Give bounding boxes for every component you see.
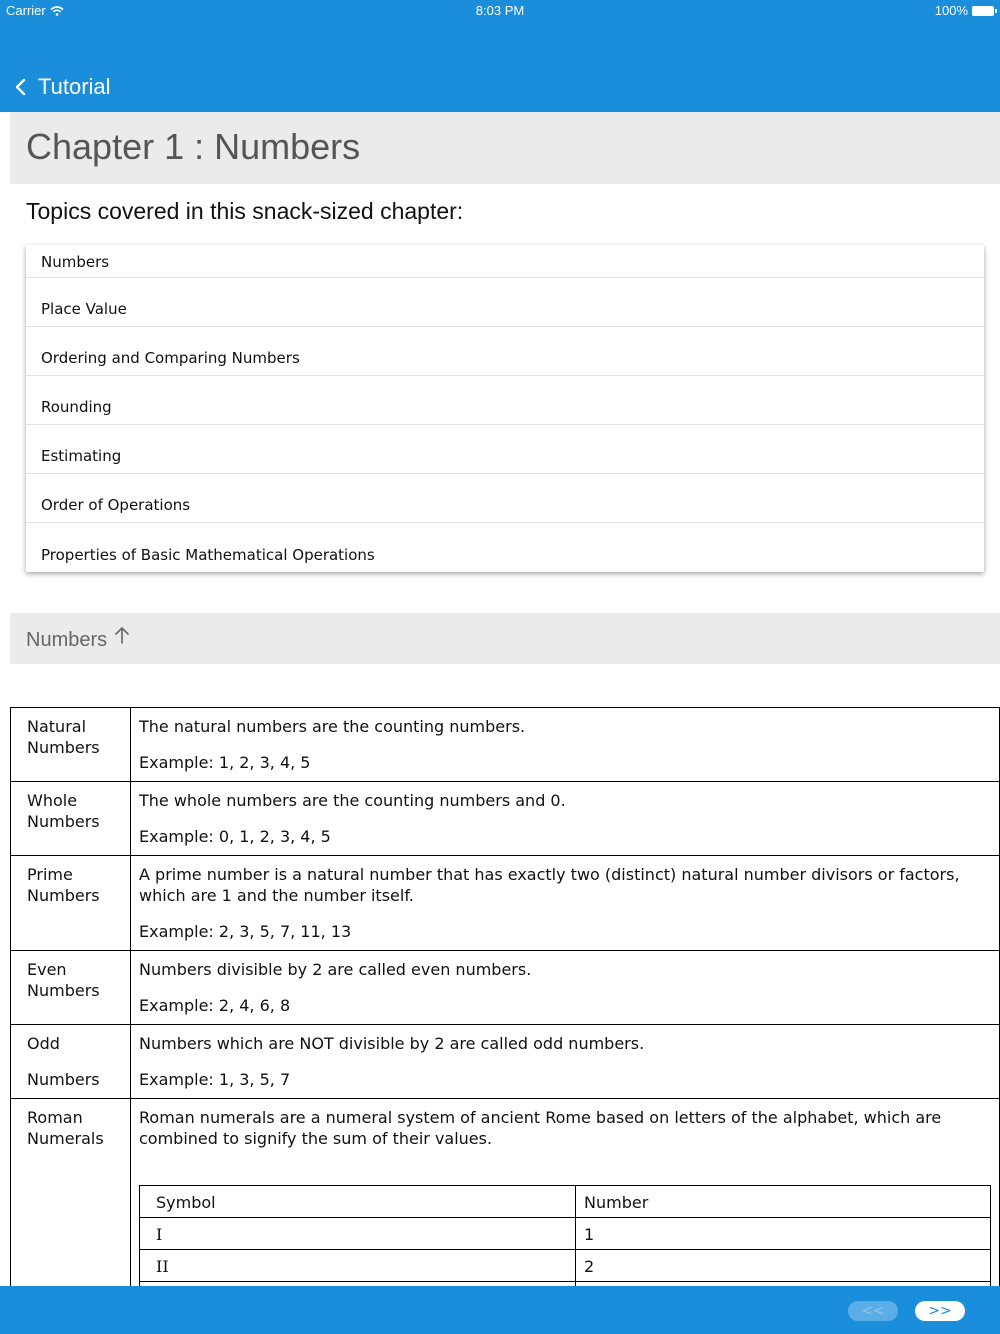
- example-text: Example: 1, 3, 5, 7: [139, 1070, 291, 1089]
- table-row: [11, 782, 1000, 856]
- description-text: The natural numbers are the counting numbers.: [139, 717, 526, 736]
- topic-item-properties[interactable]: Properties of Basic Mathematical Operations: [41, 546, 375, 564]
- description-cell: [131, 1025, 1000, 1099]
- topic-item-order-of-operations[interactable]: Order of Operations: [26, 474, 984, 523]
- description-cell: [131, 856, 1000, 951]
- term-line: Odd: [27, 1034, 60, 1053]
- chevron-left-icon: [14, 78, 28, 96]
- table-row: [11, 708, 1000, 782]
- column-header-symbol: Symbol: [140, 1186, 576, 1218]
- topic-list: [26, 245, 984, 572]
- example-text: Example: 2, 3, 5, 7, 11, 13: [139, 922, 352, 941]
- term-line: Natural: [27, 717, 87, 736]
- column-header-number: Number: [576, 1186, 991, 1218]
- topic-item-rounding[interactable]: Rounding: [26, 376, 984, 425]
- topics-heading: Topics covered in this snack-sized chapter:: [26, 198, 464, 224]
- number-cell: 2: [576, 1250, 991, 1282]
- battery-icon: [972, 6, 994, 16]
- double-chevron-right-icon: >>: [928, 1303, 952, 1319]
- back-button-label: Tutorial: [38, 74, 111, 99]
- navigation-bar: [0, 0, 1000, 112]
- battery-percent: 100%: [934, 3, 968, 18]
- example-text: Example: 1, 2, 3, 4, 5: [139, 753, 311, 772]
- symbol-cell: I: [140, 1218, 576, 1250]
- definitions-table: [10, 707, 1000, 1323]
- description-text: Numbers divisible by 2 are called even numbers.: [139, 960, 532, 979]
- description-text: A prime number is a natural number that has exactly two (distinct) natural number divisors or factors, which are 1 and the number itself.: [139, 865, 960, 905]
- topic-item-numbers[interactable]: Numbers: [26, 245, 984, 278]
- example-text: Example: 2, 4, 6, 8: [139, 996, 291, 1015]
- description-text: Roman numerals are a numeral system of ancient Rome based on letters of the alphabet, which are combined to signify the sum of their values.: [139, 1108, 942, 1148]
- description-text: Numbers which are NOT divisible by 2 are called odd numbers.: [139, 1034, 645, 1053]
- table-row: [11, 856, 1000, 951]
- carrier-label: Carrier: [6, 3, 46, 18]
- term-line: Prime: [27, 865, 73, 884]
- table-header-row: [140, 1186, 991, 1218]
- chapter-title: Chapter 1 : Numbers: [26, 126, 361, 167]
- description-cell: [131, 782, 1000, 856]
- table-row: [140, 1218, 991, 1250]
- table-row: [11, 1025, 1000, 1099]
- example-text: Example: 0, 1, 2, 3, 4, 5: [139, 827, 331, 846]
- number-cell: 1: [576, 1218, 991, 1250]
- term-line: Numbers: [27, 812, 100, 831]
- term-line: Numbers: [27, 1070, 100, 1089]
- description-cell: [131, 951, 1000, 1025]
- status-bar: [0, 0, 1000, 22]
- bottom-toolbar: [0, 1286, 1000, 1334]
- table-row: [140, 1250, 991, 1282]
- topic-item-ordering-comparing[interactable]: Ordering and Comparing Numbers: [26, 327, 984, 376]
- chapter-header: [10, 112, 1000, 184]
- description-text: The whole numbers are the counting numbers and 0.: [139, 791, 566, 810]
- term-cell: [11, 856, 131, 951]
- section-header: [10, 613, 1000, 664]
- term-line: Numbers: [27, 981, 100, 1000]
- term-line: Whole: [27, 791, 78, 810]
- term-line: Even: [27, 960, 67, 979]
- term-cell: [11, 951, 131, 1025]
- next-page-button[interactable]: [915, 1301, 965, 1321]
- term-line: Roman: [27, 1108, 83, 1127]
- topic-item-estimating[interactable]: Estimating: [26, 425, 984, 474]
- status-time: 8:03 PM: [475, 3, 525, 18]
- section-title: Numbers: [26, 629, 108, 651]
- topic-item-place-value[interactable]: Place Value: [26, 278, 984, 327]
- term-cell: [11, 1025, 131, 1099]
- term-cell: [11, 708, 131, 782]
- back-button[interactable]: [14, 74, 111, 100]
- term-cell: [11, 782, 131, 856]
- symbol-cell: II: [140, 1250, 576, 1282]
- term-line: Numbers: [27, 738, 100, 757]
- term-line: Numerals: [27, 1129, 104, 1148]
- description-cell: [131, 708, 1000, 782]
- table-row: [11, 951, 1000, 1025]
- previous-page-button[interactable]: [848, 1301, 898, 1321]
- arrow-up-icon[interactable]: [114, 625, 130, 645]
- battery-info: [935, 3, 994, 18]
- double-chevron-left-icon: <<: [861, 1303, 885, 1319]
- term-line: Numbers: [27, 886, 100, 905]
